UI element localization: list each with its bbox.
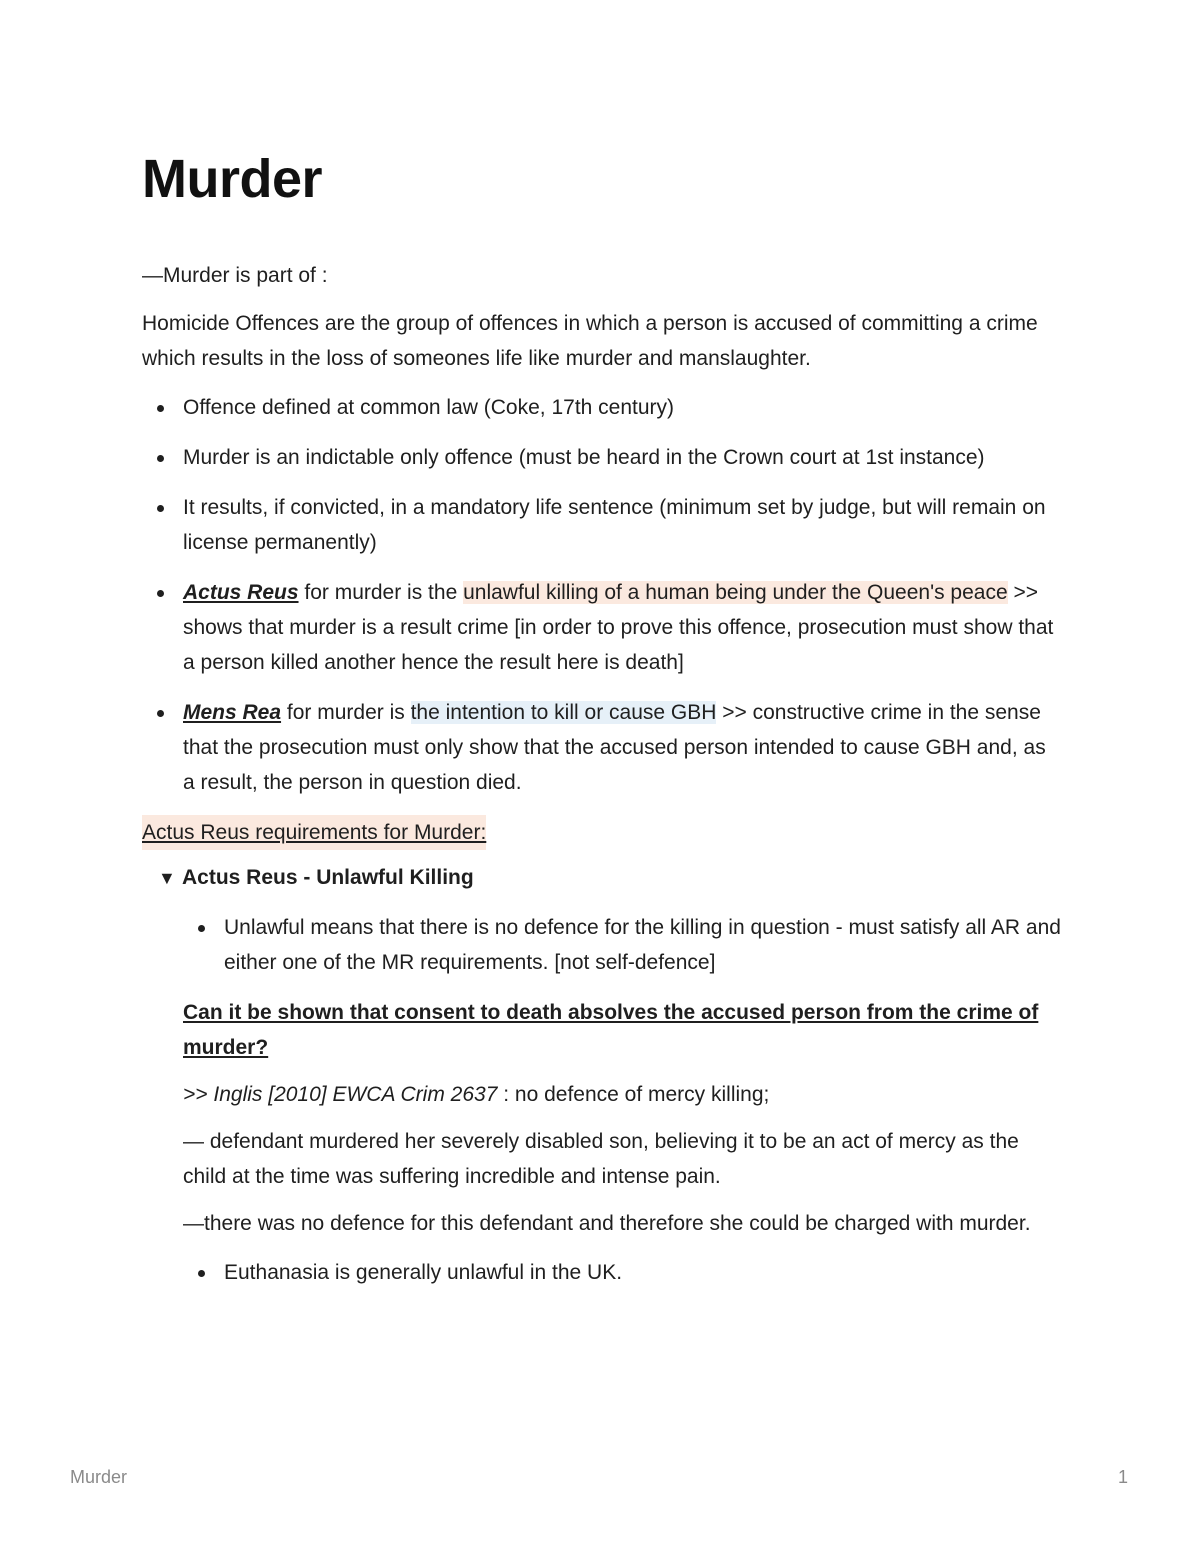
- list-item: [142, 490, 1062, 560]
- case-note-2: —there was no defence for this defendant and therefore she could be charged with murder.: [183, 1212, 1031, 1235]
- toggle-bullet-list: [183, 910, 1062, 980]
- list-item: [183, 910, 1062, 980]
- list-item: [142, 390, 1062, 425]
- list-item-mens-rea: [142, 695, 1062, 800]
- list-item-text: Euthanasia is generally unlawful in the UK.: [224, 1261, 623, 1284]
- case-rest: : no defence of mercy killing;: [497, 1083, 770, 1106]
- actus-reus-highlight: unlawful killing of a human being under the Queen's peace: [463, 581, 1008, 604]
- document-page: [142, 140, 1062, 1305]
- case-note-1: — defendant murdered her severely disabled son, believing it to be an act of mercy as the child at the time was suffering incredible and intense pain.: [183, 1130, 1019, 1188]
- mens-rea-post: >> constructive crime in the sense that the prosecution must only show that the accused person intended to cause GBH and, as a result, the person in question died.: [183, 701, 1046, 794]
- main-bullet-list: [142, 390, 1062, 800]
- case-line: [183, 1077, 1062, 1112]
- intro-paragraph: Homicide Offences are the group of offences in which a person is accused of committing a crime which results in the loss of someones life like murder and manslaughter.: [142, 312, 1038, 370]
- section-heading-wrap: [142, 815, 1062, 850]
- list-item-text: Murder is an indictable only offence (must be heard in the Crown court at 1st instance): [183, 446, 985, 469]
- page-title: Murder: [142, 149, 323, 209]
- actus-reus-term: Actus Reus: [183, 581, 299, 604]
- case-name: Inglis [2010] EWCA Crim 2637: [213, 1083, 498, 1106]
- parent-line: —Murder is part of :: [142, 264, 328, 287]
- toggle-label: Actus Reus - Unlawful Killing: [182, 866, 474, 889]
- actus-reus-pre: for murder is the: [298, 581, 464, 604]
- case-prefix: >>: [183, 1083, 214, 1106]
- list-item-text: Unlawful means that there is no defence for the killing in question - must satisfy all AR and either one of the MR requirements. [not self-defence]: [224, 916, 1061, 974]
- mens-rea-term: Mens Rea: [183, 701, 282, 724]
- actus-reus-post: >> shows that murder is a result crime [in order to prove this offence, prosecution must show that a person killed another hence the result here is death]: [183, 581, 1054, 674]
- mens-rea-highlight: the intention to kill or cause GBH: [410, 701, 717, 724]
- list-item-text: It results, if convicted, in a mandatory life sentence (minimum set by judge, but will remain on license permanently): [183, 496, 1046, 554]
- list-item-actus-reus: [142, 575, 1062, 680]
- footer-title: Murder: [70, 1467, 128, 1487]
- toggle-arrow-icon[interactable]: ▼: [158, 868, 176, 888]
- mens-rea-pre: for murder is: [281, 701, 411, 724]
- page-number: 1: [1117, 1467, 1128, 1487]
- toggle-bullet-list-2: [183, 1255, 1062, 1290]
- toggle-block-header[interactable]: [158, 860, 1062, 896]
- list-item-text: Offence defined at common law (Coke, 17th century): [183, 396, 675, 419]
- section-heading: Actus Reus requirements for Murder:: [142, 815, 486, 850]
- list-item: [142, 440, 1062, 475]
- toggle-block-body: [183, 910, 1062, 1290]
- question-heading: Can it be shown that consent to death absolves the accused person from the crime of murder?: [183, 1001, 1039, 1059]
- list-item: [183, 1255, 1062, 1290]
